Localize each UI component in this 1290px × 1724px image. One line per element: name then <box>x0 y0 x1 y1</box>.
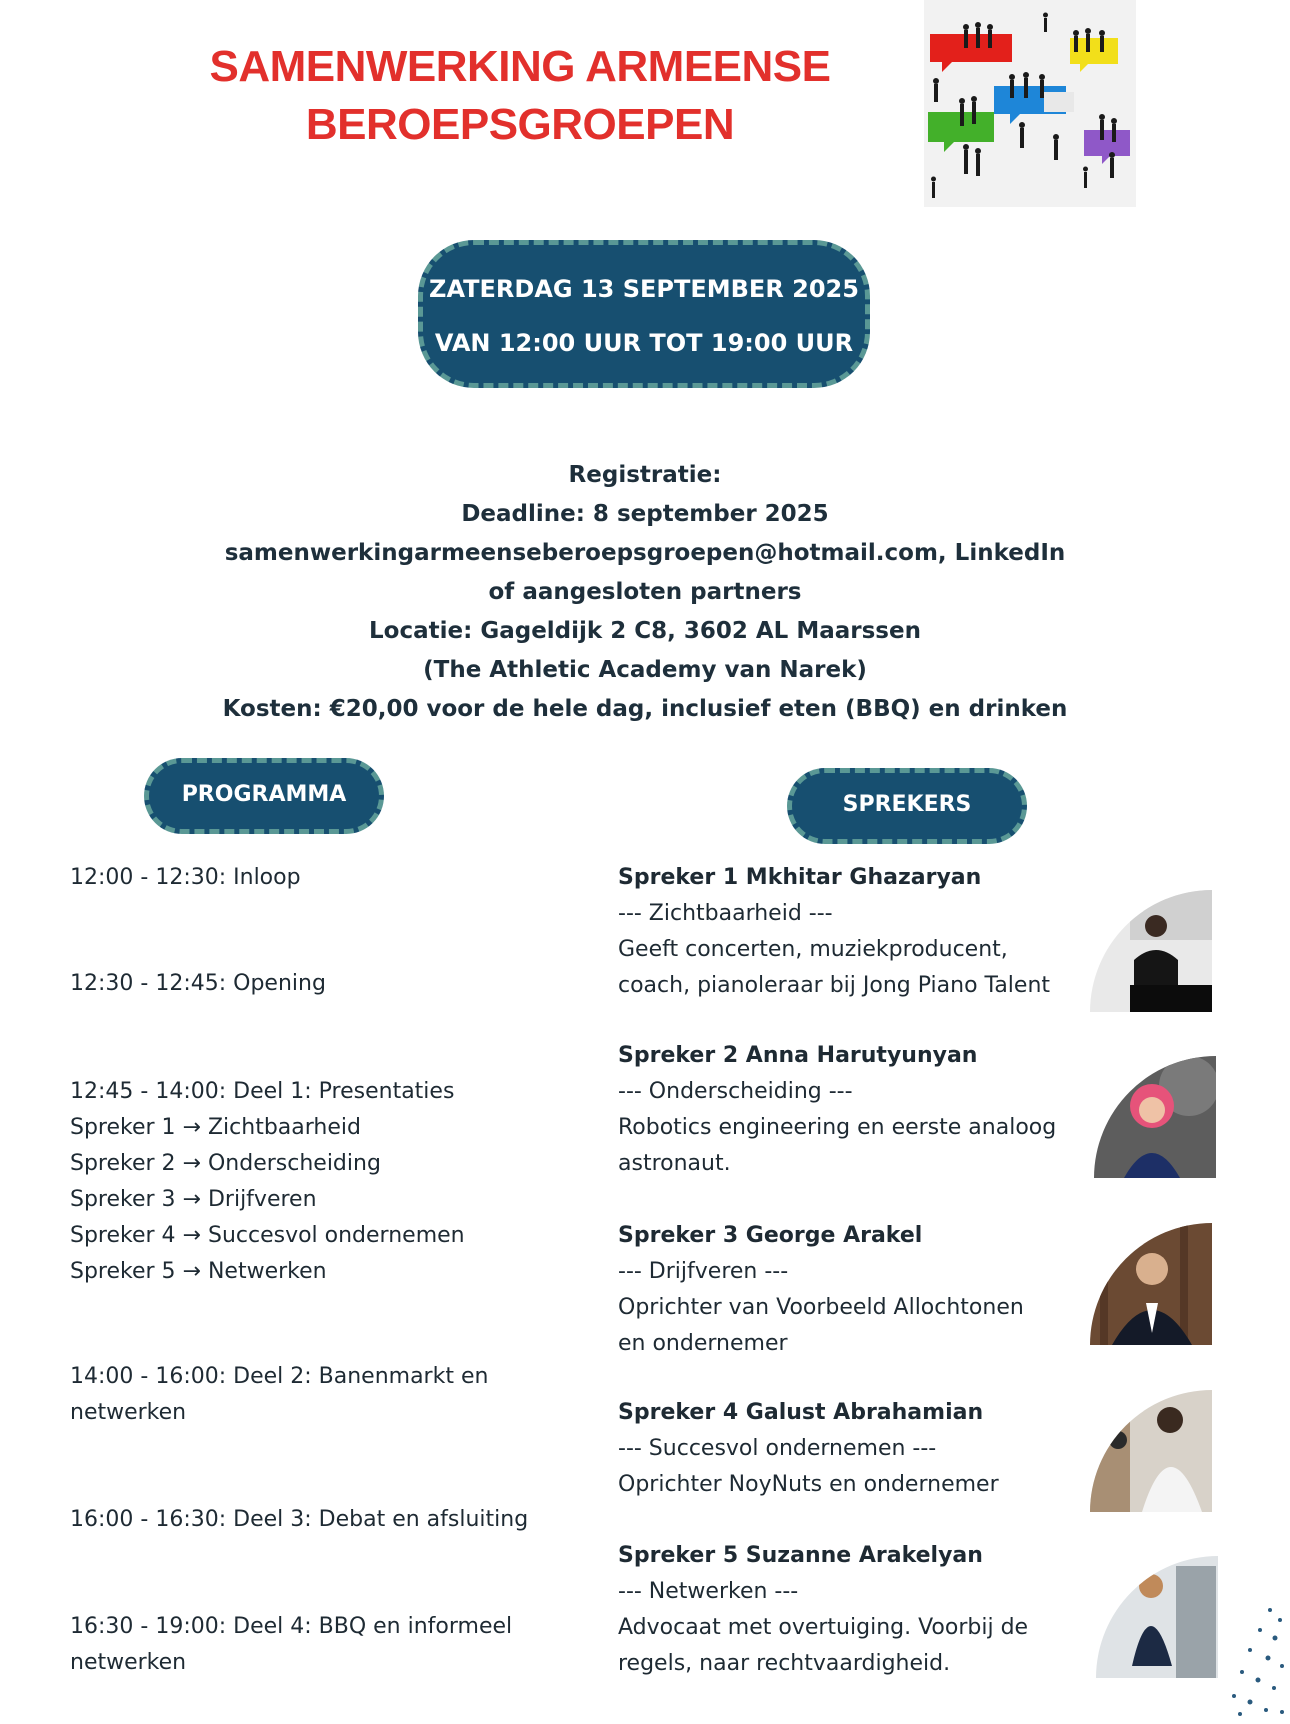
programma-line: Spreker 4 → Succesvol ondernemen <box>70 1223 465 1248</box>
registration-deadline: Deadline: 8 september 2025 <box>461 501 829 527</box>
programma-line: 16:00 - 16:30: Deel 3: Debat en afsluiting <box>70 1507 529 1532</box>
speaker-name: Spreker 2 Anna Harutyunyan <box>618 1043 978 1068</box>
event-time: VAN 12:00 UUR TOT 19:00 UUR <box>434 329 854 357</box>
registration-info <box>100 456 1190 729</box>
registration-heading: Registratie: <box>568 462 722 488</box>
title-line-1: SAMENWERKING ARMEENSE <box>209 42 831 91</box>
programma-item <box>70 1609 590 1681</box>
event-location: Locatie: Gageldijk 2 C8, 3602 AL Maarssen <box>369 618 921 644</box>
speaker-name: Spreker 3 George Arakel <box>618 1223 923 1248</box>
speaker-4-photo <box>1090 1390 1212 1512</box>
page-title <box>140 38 900 154</box>
speaker-entry <box>618 1538 1088 1682</box>
networking-people-image <box>924 0 1136 207</box>
speaker-3-photo <box>1090 1223 1212 1345</box>
speaker-description: Oprichter NoyNuts en ondernemer <box>618 1472 999 1497</box>
event-date-badge <box>418 240 870 388</box>
speaker-description: Oprichter van Voorbeeld Allochtonen <box>618 1295 1024 1320</box>
programma-line: Spreker 1 → Zichtbaarheid <box>70 1115 361 1140</box>
programma-line: Spreker 5 → Netwerken <box>70 1259 327 1284</box>
registration-contact: samenwerkingarmeenseberoepsgroepen@hotmail.com, LinkedIn <box>224 540 1066 566</box>
programma-item <box>70 966 590 1002</box>
event-date: ZATERDAG 13 SEPTEMBER 2025 <box>429 275 859 303</box>
speaker-2-photo <box>1094 1056 1216 1178</box>
speaker-theme: --- Onderscheiding --- <box>618 1079 853 1104</box>
speaker-description: regels, naar rechtvaardigheid. <box>618 1651 951 1676</box>
speech-bubbles-illustration <box>924 0 1136 207</box>
speaker-1-photo <box>1090 890 1212 1012</box>
speaker-entry <box>618 1218 1088 1362</box>
registration-contact-2: of aangesloten partners <box>488 579 802 605</box>
speaker-name: Spreker 1 Mkhitar Ghazaryan <box>618 865 982 890</box>
speaker-description: Advocaat met overtuiging. Voorbij de <box>618 1615 1029 1640</box>
programma-line: 12:00 - 12:30: Inloop <box>70 865 301 890</box>
speaker-theme: --- Zichtbaarheid --- <box>618 901 833 926</box>
speaker-theme: --- Netwerken --- <box>618 1579 799 1604</box>
speaker-description: coach, pianoleraar bij Jong Piano Talent <box>618 973 1051 998</box>
sprekers-header: SPREKERS <box>787 768 1027 844</box>
programma-item <box>70 1502 590 1538</box>
programma-line: netwerken <box>70 1650 187 1675</box>
programma-line: 12:30 - 12:45: Opening <box>70 971 326 996</box>
programma-line: 16:30 - 19:00: Deel 4: BBQ en informeel <box>70 1614 513 1639</box>
speaker-5-photo <box>1096 1556 1218 1678</box>
decorative-dots <box>1220 1600 1290 1720</box>
speaker-description: Robotics engineering en eerste analoog <box>618 1115 1057 1140</box>
speaker-entry <box>618 1395 1088 1503</box>
speaker-description: en ondernemer <box>618 1331 788 1356</box>
speaker-description: Geeft concerten, muziekproducent, <box>618 937 1008 962</box>
speaker-entry <box>618 860 1088 1004</box>
speaker-name: Spreker 5 Suzanne Arakelyan <box>618 1543 983 1568</box>
speaker-name: Spreker 4 Galust Abrahamian <box>618 1400 984 1425</box>
speaker-theme: --- Drijfveren --- <box>618 1259 789 1284</box>
programma-item <box>70 1359 590 1431</box>
title-line-2: BEROEPSGROEPEN <box>305 100 735 149</box>
speaker-description: astronaut. <box>618 1151 731 1176</box>
programma-header: PROGRAMMA <box>144 758 384 834</box>
programma-line: 12:45 - 14:00: Deel 1: Presentaties <box>70 1079 455 1104</box>
programma-line: 14:00 - 16:00: Deel 2: Banenmarkt en <box>70 1364 489 1389</box>
programma-line: netwerken <box>70 1400 187 1425</box>
event-costs: Kosten: €20,00 voor de hele dag, inclusief eten (BBQ) en drinken <box>222 696 1068 722</box>
speaker-theme: --- Succesvol ondernemen --- <box>618 1436 937 1461</box>
programma-line: Spreker 3 → Drijfveren <box>70 1187 317 1212</box>
programma-item <box>70 860 590 896</box>
programma-line: Spreker 2 → Onderscheiding <box>70 1151 381 1176</box>
programma-item <box>70 1074 590 1290</box>
event-venue: (The Athletic Academy van Narek) <box>423 657 867 683</box>
speaker-entry <box>618 1038 1088 1182</box>
